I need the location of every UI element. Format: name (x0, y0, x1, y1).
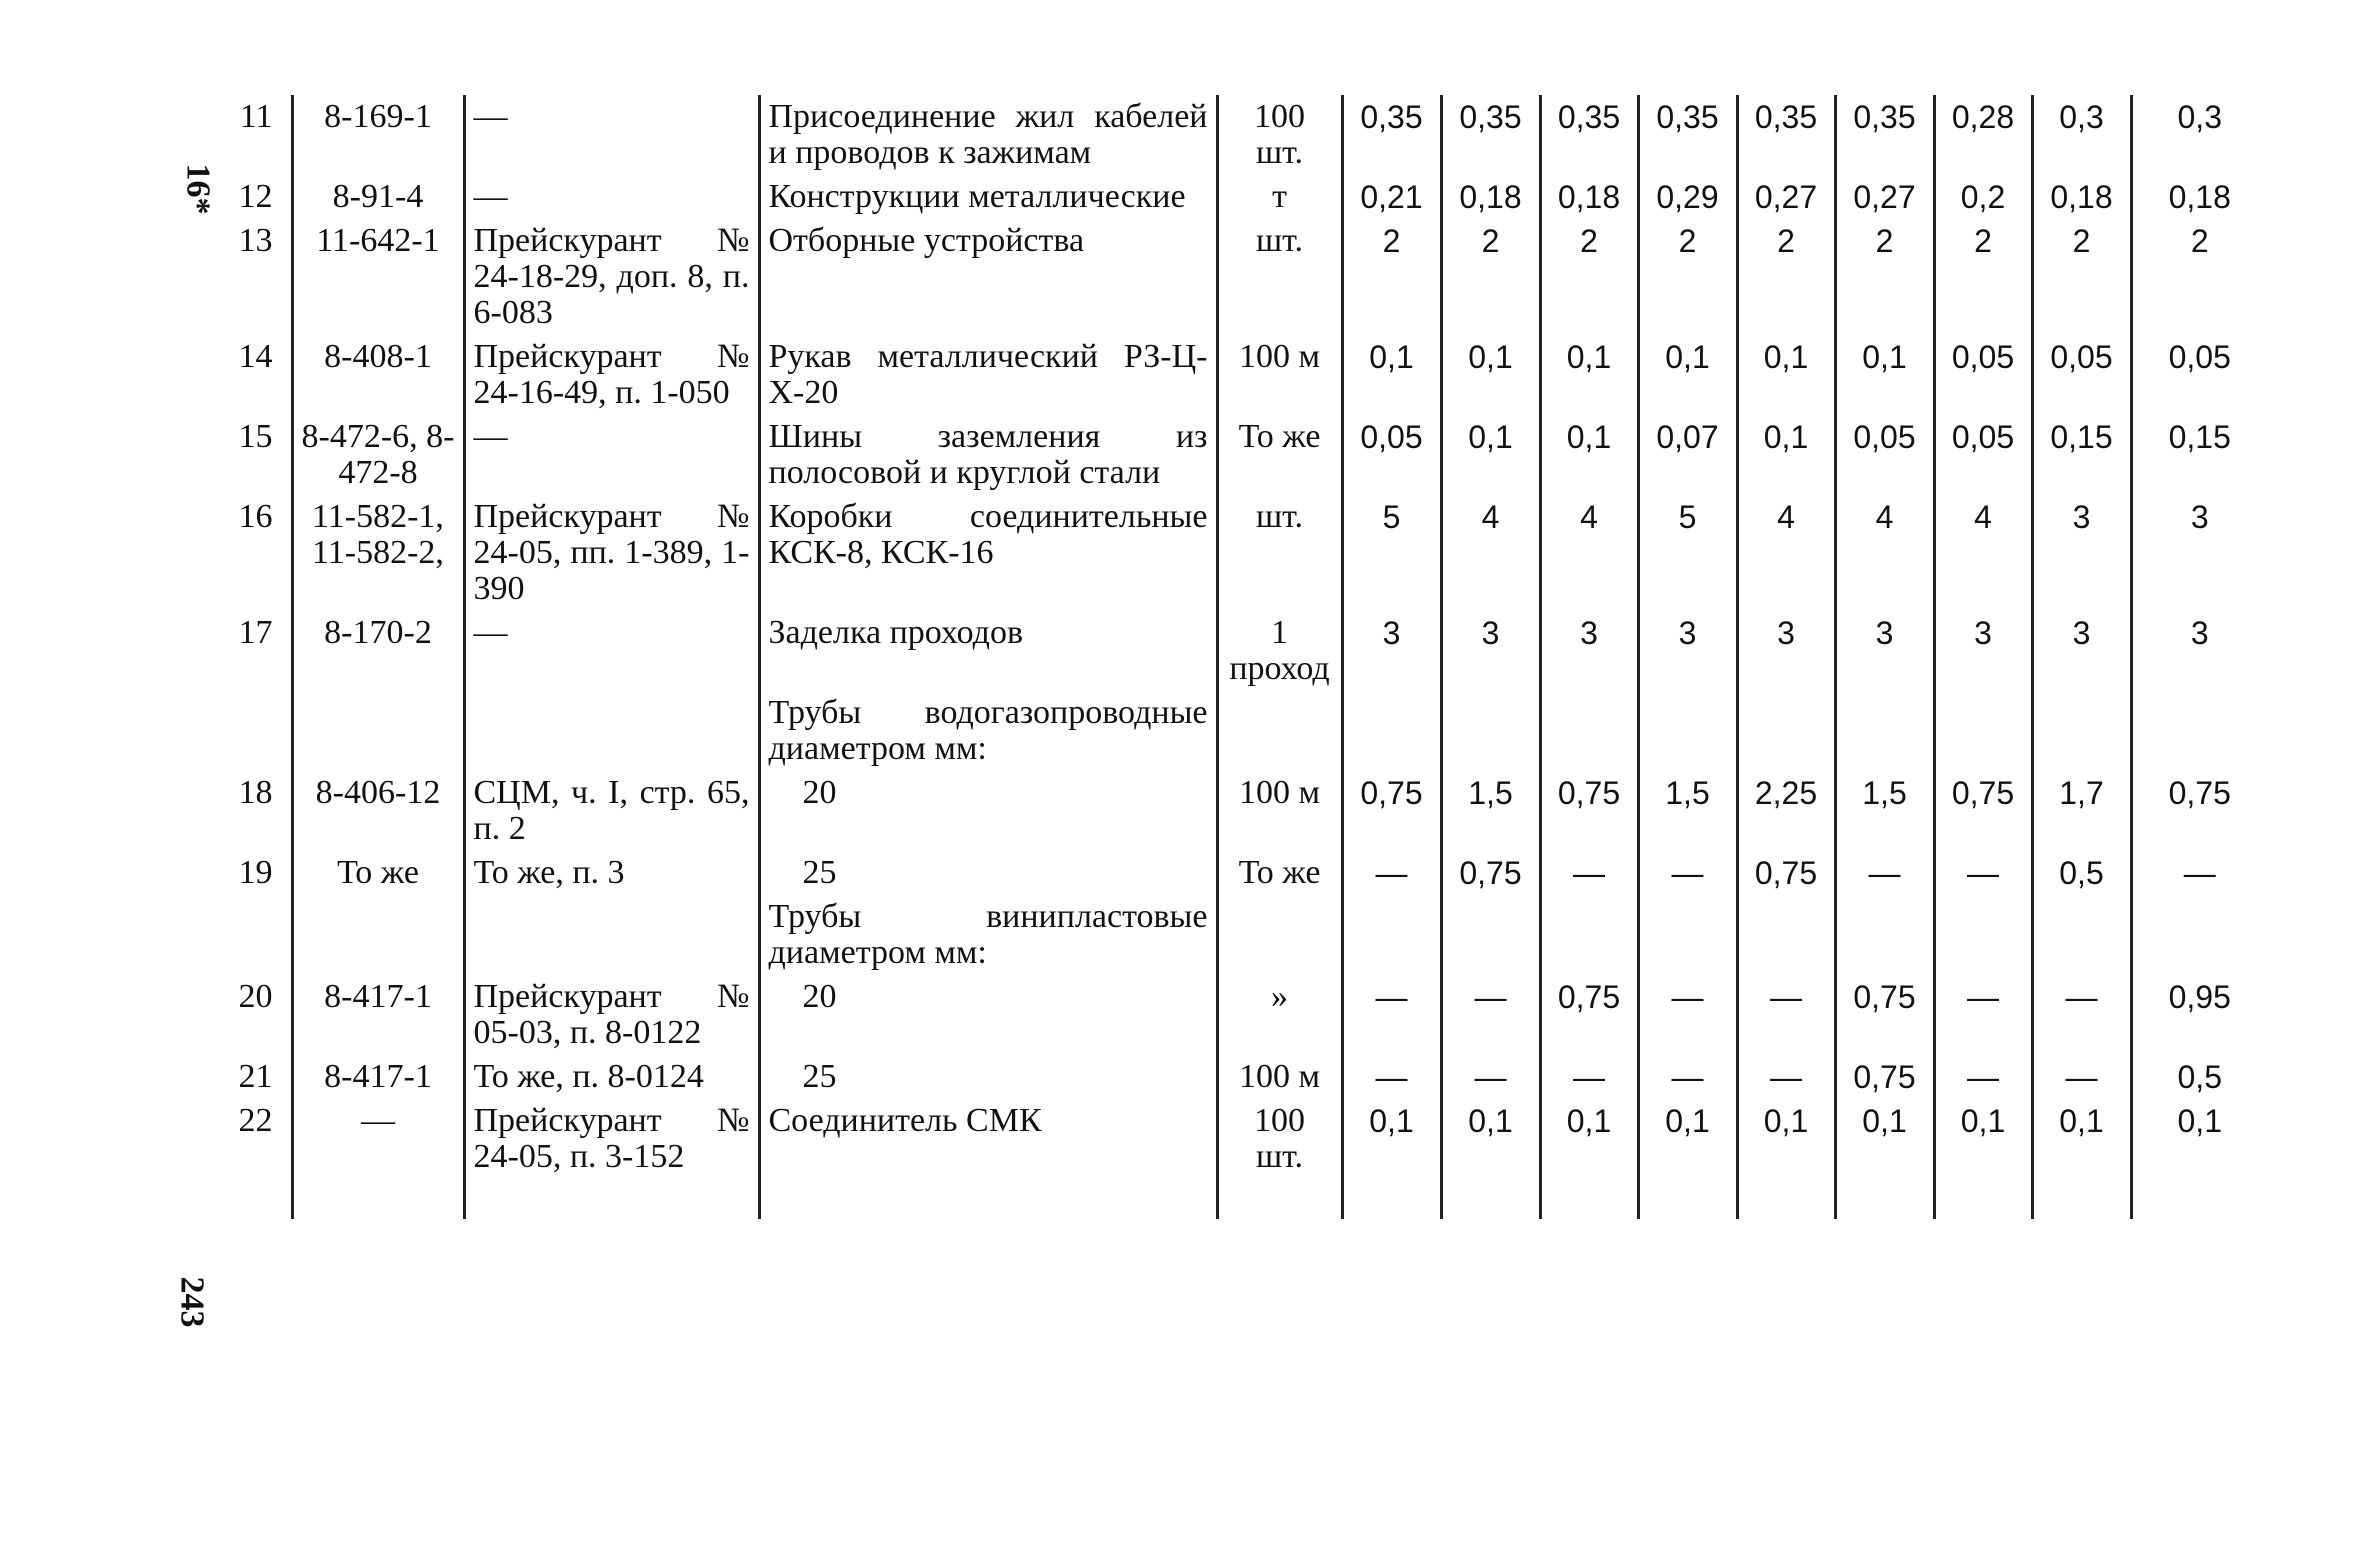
quantity-cell: 0,75 (1540, 771, 1638, 851)
price-list-reference: — (464, 95, 759, 175)
quantity-cell: — (1638, 975, 1737, 1055)
quantity-cell: 0,1 (1934, 1099, 2032, 1179)
quantity-cell: 4 (1540, 495, 1638, 611)
material-name: Конструкции металлические (759, 175, 1217, 219)
row-number: 14 (238, 338, 273, 375)
quantity-cell: 0,1 (2032, 1099, 2131, 1179)
material-name: Заделка проходов (759, 611, 1217, 691)
quantity-cell: 0,75 (1441, 851, 1540, 895)
quantity-cell: 0,18 (2032, 175, 2131, 219)
tail-cell (292, 1179, 464, 1219)
materials-table (220, 95, 2261, 1219)
row-number: 22 (238, 1102, 273, 1139)
material-name: Рукав металлический РЗ-Ц-Х-20 (759, 335, 1217, 415)
quantity-cell: 2 (1441, 219, 1540, 335)
quantity-cell: 0,18 (2131, 175, 2261, 219)
material-name (759, 851, 1217, 895)
quantity-cell: 0,27 (1737, 175, 1835, 219)
unit-of-measure: шт. (1217, 219, 1342, 335)
norm-code: 11-642-1 (292, 219, 464, 335)
quantity-cell: 0,35 (1835, 95, 1934, 175)
price-list-reference: СЦМ, ч. I, стр. 65, п. 2 (464, 771, 759, 851)
tail-cell (220, 1179, 292, 1219)
quantity-cell: 5 (1638, 495, 1737, 611)
tail-cell (464, 1179, 759, 1219)
quantity-cell: 0,1 (1540, 335, 1638, 415)
table-row (220, 495, 2261, 611)
unit-of-measure: То же (1217, 851, 1342, 895)
row-number: 13 (238, 222, 273, 259)
quantity-cell: 3 (2131, 611, 2261, 691)
table-row (220, 611, 2261, 691)
quantity-cell: 3 (2131, 495, 2261, 611)
quantity-cell (1441, 691, 1540, 771)
quantity-cell: 0,15 (2032, 415, 2131, 495)
tail-cell (1934, 1179, 2032, 1219)
quantity-cell: 3 (1737, 611, 1835, 691)
quantity-cell (1540, 691, 1638, 771)
quantity-cell: 0,35 (1540, 95, 1638, 175)
quantity-cell: — (2032, 975, 2131, 1055)
quantity-cell: 0,75 (2131, 771, 2261, 851)
quantity-cell: 0,2 (1934, 175, 2032, 219)
quantity-cell: — (1342, 975, 1441, 1055)
quantity-cell: 0,5 (2032, 851, 2131, 895)
quantity-cell: 1,5 (1441, 771, 1540, 851)
row-number: 21 (238, 1058, 273, 1095)
quantity-cell: 0,05 (2131, 335, 2261, 415)
quantity-cell: 2 (1540, 219, 1638, 335)
tail-cell (1737, 1179, 1835, 1219)
unit-of-measure: т (1217, 175, 1342, 219)
unit-of-measure: 1 проход (1217, 611, 1342, 691)
table-row (220, 1099, 2261, 1179)
price-list-reference: — (464, 611, 759, 691)
material-name-text: 20 (802, 774, 837, 811)
quantity-cell: — (1835, 851, 1934, 895)
quantity-cell: — (1638, 851, 1737, 895)
quantity-cell: 0,28 (1934, 95, 2032, 175)
unit-of-measure (1217, 691, 1342, 771)
quantity-cell: 0,18 (1540, 175, 1638, 219)
table-row (220, 895, 2261, 975)
row-number: 18 (238, 774, 273, 811)
quantity-cell: 3 (1540, 611, 1638, 691)
quantity-cell: 0,1 (1638, 335, 1737, 415)
quantity-cell: 2 (1638, 219, 1737, 335)
quantity-cell (2131, 691, 2261, 771)
quantity-cell: 0,29 (1638, 175, 1737, 219)
quantity-cell (1441, 895, 1540, 975)
price-list-reference: То же, п. 3 (464, 851, 759, 895)
quantity-cell: 0,35 (1342, 95, 1441, 175)
row-number: 12 (238, 178, 273, 215)
table-row (220, 1055, 2261, 1099)
material-name-text: 25 (802, 854, 837, 891)
material-name: Трубы водогазопроводные диаметром мм: (759, 691, 1217, 771)
tail-cell (1835, 1179, 1934, 1219)
quantity-cell: — (1638, 1055, 1737, 1099)
row-number: 15 (238, 418, 273, 455)
quantity-cell: 0,3 (2032, 95, 2131, 175)
unit-of-measure: 100 шт. (1217, 1099, 1342, 1179)
quantity-cell: 4 (1934, 495, 2032, 611)
quantity-cell (1540, 895, 1638, 975)
quantity-cell: 0,1 (1342, 1099, 1441, 1179)
quantity-cell: 0,35 (1737, 95, 1835, 175)
quantity-cell: 1,7 (2032, 771, 2131, 851)
quantity-cell (1638, 895, 1737, 975)
quantity-cell (2131, 895, 2261, 975)
quantity-cell (1342, 691, 1441, 771)
quantity-cell: 0,95 (2131, 975, 2261, 1055)
quantity-cell: 2 (1342, 219, 1441, 335)
quantity-cell: 2,25 (1737, 771, 1835, 851)
norm-code: То же (292, 851, 464, 895)
price-list-reference: — (464, 175, 759, 219)
norm-code: 8-417-1 (292, 1055, 464, 1099)
margin-signature-mark: 16* (179, 163, 217, 215)
quantity-cell (1835, 691, 1934, 771)
quantity-cell: 2 (1835, 219, 1934, 335)
unit-of-measure: 100 м (1217, 1055, 1342, 1099)
row-number: 16 (238, 498, 273, 535)
table-row (220, 975, 2261, 1055)
price-list-reference: Прейскурант № 24-05, п. 3-152 (464, 1099, 759, 1179)
material-name: Шины заземления из полосовой и круглой стали (759, 415, 1217, 495)
norm-code: 8-472-6, 8-472-8 (292, 415, 464, 495)
price-list-reference (464, 895, 759, 975)
quantity-cell: 0,75 (1934, 771, 2032, 851)
material-name: Трубы винипластовые диаметром мм: (759, 895, 1217, 975)
quantity-cell: 0,07 (1638, 415, 1737, 495)
norm-code: 8-408-1 (292, 335, 464, 415)
quantity-cell: 4 (1441, 495, 1540, 611)
table-row (220, 175, 2261, 219)
table-row (220, 335, 2261, 415)
row-number: 11 (239, 98, 273, 135)
row-number (220, 691, 292, 771)
norm-code (292, 895, 464, 975)
quantity-cell: — (1342, 851, 1441, 895)
quantity-cell: 1,5 (1835, 771, 1934, 851)
quantity-cell: 0,1 (1540, 415, 1638, 495)
norm-code: 8-170-2 (292, 611, 464, 691)
table-row (220, 415, 2261, 495)
quantity-cell: 0,05 (1342, 415, 1441, 495)
row-number (220, 895, 292, 975)
row-number: 17 (238, 614, 273, 651)
quantity-cell: — (1737, 1055, 1835, 1099)
quantity-cell (2032, 691, 2131, 771)
quantity-cell: — (1540, 1055, 1638, 1099)
tail-cell (1638, 1179, 1737, 1219)
unit-of-measure: » (1217, 975, 1342, 1055)
quantity-cell: 3 (1342, 611, 1441, 691)
tail-cell (759, 1179, 1217, 1219)
quantity-cell (1737, 691, 1835, 771)
quantity-cell: 0,1 (1835, 1099, 1934, 1179)
quantity-cell: — (1441, 1055, 1540, 1099)
price-list-reference: Прейскурант № 24-16-49, п. 1-050 (464, 335, 759, 415)
quantity-cell: 0,27 (1835, 175, 1934, 219)
norm-code: 11-582-1, 11-582-2, (292, 495, 464, 611)
quantity-cell: 4 (1737, 495, 1835, 611)
material-name: Отборные устройства (759, 219, 1217, 335)
quantity-cell (1934, 691, 2032, 771)
quantity-cell: 0,1 (1737, 1099, 1835, 1179)
quantity-cell: 0,75 (1835, 1055, 1934, 1099)
quantity-cell: 0,1 (2131, 1099, 2261, 1179)
quantity-cell: 0,1 (1638, 1099, 1737, 1179)
quantity-cell: — (2131, 851, 2261, 895)
quantity-cell: 0,1 (1441, 415, 1540, 495)
quantity-cell: — (1934, 1055, 2032, 1099)
quantity-cell: 3 (1638, 611, 1737, 691)
price-list-reference (464, 691, 759, 771)
norm-code: 8-417-1 (292, 975, 464, 1055)
unit-of-measure: шт. (1217, 495, 1342, 611)
quantity-cell: — (1737, 975, 1835, 1055)
quantity-cell: 2 (1934, 219, 2032, 335)
unit-of-measure: 100 м (1217, 335, 1342, 415)
quantity-cell: — (1540, 851, 1638, 895)
quantity-cell: 0,3 (2131, 95, 2261, 175)
tail-cell (2032, 1179, 2131, 1219)
quantity-cell: 2 (2032, 219, 2131, 335)
quantity-cell: 0,35 (1638, 95, 1737, 175)
quantity-cell: 4 (1835, 495, 1934, 611)
quantity-cell: 0,05 (1835, 415, 1934, 495)
quantity-cell (1737, 895, 1835, 975)
quantity-cell: — (1934, 975, 2032, 1055)
tail-cell (1441, 1179, 1540, 1219)
quantity-cell: 0,1 (1441, 1099, 1540, 1179)
quantity-cell: 0,21 (1342, 175, 1441, 219)
quantity-cell: 3 (1441, 611, 1540, 691)
unit-of-measure: 100 шт. (1217, 95, 1342, 175)
norm-code: — (292, 1099, 464, 1179)
quantity-cell: — (1934, 851, 2032, 895)
table-row (220, 95, 2261, 175)
row-number: 19 (238, 854, 273, 891)
quantity-cell: 0,35 (1441, 95, 1540, 175)
quantity-cell (1342, 895, 1441, 975)
quantity-cell: 0,15 (2131, 415, 2261, 495)
unit-of-measure (1217, 895, 1342, 975)
material-name (759, 771, 1217, 851)
quantity-cell: 0,75 (1540, 975, 1638, 1055)
quantity-cell: 0,75 (1835, 975, 1934, 1055)
quantity-cell (1835, 895, 1934, 975)
quantity-cell: 3 (1835, 611, 1934, 691)
tail-cell (1342, 1179, 1441, 1219)
quantity-cell: 0,1 (1342, 335, 1441, 415)
tail-cell (1540, 1179, 1638, 1219)
price-list-reference: — (464, 415, 759, 495)
norm-code: 8-169-1 (292, 95, 464, 175)
quantity-cell: 0,05 (2032, 335, 2131, 415)
norm-code (292, 691, 464, 771)
unit-of-measure: 100 м (1217, 771, 1342, 851)
quantity-cell (1638, 691, 1737, 771)
quantity-cell: 5 (1342, 495, 1441, 611)
quantity-cell: 3 (1934, 611, 2032, 691)
material-name: Соединитель СМК (759, 1099, 1217, 1179)
page-number: 243 (173, 1276, 211, 1328)
quantity-cell: — (2032, 1055, 2131, 1099)
material-name-text: 20 (802, 978, 837, 1015)
table-row (220, 691, 2261, 771)
quantity-cell: 0,75 (1342, 771, 1441, 851)
row-number: 20 (238, 978, 273, 1015)
quantity-cell: 1,5 (1638, 771, 1737, 851)
table-row (220, 851, 2261, 895)
price-list-reference: То же, п. 8-0124 (464, 1055, 759, 1099)
price-list-reference: Прейскурант № 24-05, пп. 1-389, 1-390 (464, 495, 759, 611)
quantity-cell: 2 (1737, 219, 1835, 335)
quantity-cell: 0,1 (1737, 415, 1835, 495)
table-tail (220, 1179, 2261, 1219)
material-name (759, 975, 1217, 1055)
tail-cell (2131, 1179, 2261, 1219)
quantity-cell: 3 (2032, 495, 2131, 611)
price-list-reference: Прейскурант № 24-18-29, доп. 8, п. 6-083 (464, 219, 759, 335)
price-list-reference: Прейскурант № 05-03, п. 8-0122 (464, 975, 759, 1055)
quantity-cell: 0,1 (1441, 335, 1540, 415)
material-name: Присоединение жил кабелей и проводов к зажимам (759, 95, 1217, 175)
quantity-cell: 0,1 (1737, 335, 1835, 415)
table-row (220, 219, 2261, 335)
quantity-cell: — (1441, 975, 1540, 1055)
table-row (220, 771, 2261, 851)
quantity-cell: 0,05 (1934, 335, 2032, 415)
quantity-cell: — (1342, 1055, 1441, 1099)
norm-code: 8-406-12 (292, 771, 464, 851)
quantity-cell: 3 (2032, 611, 2131, 691)
quantity-cell: 0,18 (1441, 175, 1540, 219)
quantity-cell: 0,05 (1934, 415, 2032, 495)
material-name: Коробки соединительные КСК-8, КСК-16 (759, 495, 1217, 611)
quantity-cell: 0,75 (1737, 851, 1835, 895)
quantity-cell: 0,1 (1835, 335, 1934, 415)
quantity-cell: 0,5 (2131, 1055, 2261, 1099)
quantity-cell: 2 (2131, 219, 2261, 335)
norm-code: 8-91-4 (292, 175, 464, 219)
quantity-cell (2032, 895, 2131, 975)
table-body (220, 95, 2261, 1219)
quantity-cell (1934, 895, 2032, 975)
unit-of-measure: То же (1217, 415, 1342, 495)
quantity-cell: 0,1 (1540, 1099, 1638, 1179)
tail-cell (1217, 1179, 1342, 1219)
material-name (759, 1055, 1217, 1099)
material-name-text: 25 (802, 1058, 837, 1095)
